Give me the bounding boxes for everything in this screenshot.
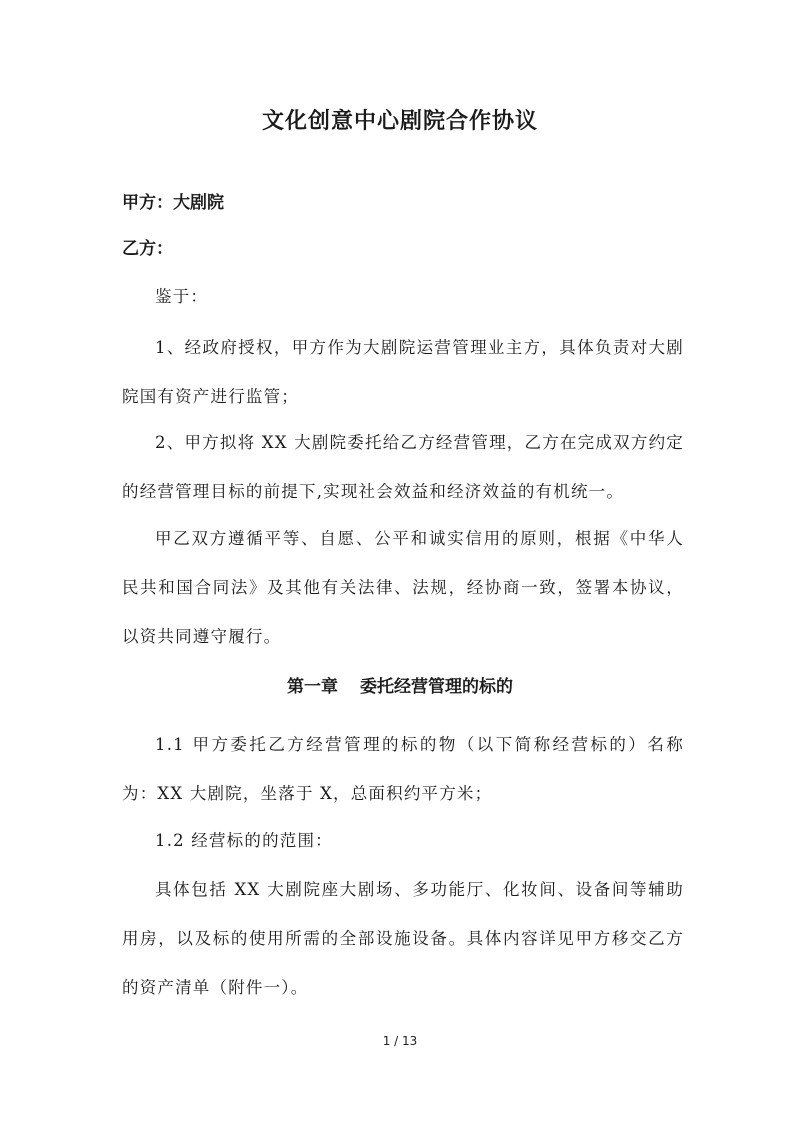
principles-paragraph: 甲乙双方遵循平等、自愿、公平和诚实信用的原则，根据《中华人民共和国合同法》及其他有关法律、法规，经协商一致，签署本协议，以资共同遵守履行。 xyxy=(122,529,684,646)
party-b: 乙方： xyxy=(122,239,173,259)
chapter-1-heading xyxy=(0,672,800,697)
chapter-1-number: 第一章 xyxy=(287,677,338,697)
chapter-1-title: 委托经营管理的标的 xyxy=(360,677,513,697)
section-1-2-heading: 1.2 经营标的的范围： xyxy=(155,831,333,850)
clause-2-paragraph: 2、甲方拟将 XX 大剧院委托给乙方经营管理，乙方在完成双方约定的经营管理目标的前提下,实现社会效益和经济效益的有机统一。 xyxy=(122,433,684,501)
section-1-1-paragraph: 1.1 甲方委托乙方经营管理的标的物（以下简称经营标的）名称为：XX 大剧院，坐落于 X，总面积约平方米； xyxy=(122,735,684,803)
party-a: 甲方：大剧院 xyxy=(122,193,224,213)
clause-1-paragraph: 1、经政府授权，甲方作为大剧院运营管理业主方，具体负责对大剧院国有资产进行监管； xyxy=(122,338,684,406)
page-indicator: 1 / 13 xyxy=(382,1034,418,1048)
scope-detail-paragraph: 具体包括 XX 大剧院座大剧场、多功能厅、化妆间、设备间等辅助用房，以及标的使用所需的全部设施设备。具体内容详见甲方移交乙方的资产清单（附件一）。 xyxy=(122,880,684,997)
document-title: 文化创意中心剧院合作协议 xyxy=(261,109,538,134)
whereas-heading: 鉴于： xyxy=(155,287,209,306)
